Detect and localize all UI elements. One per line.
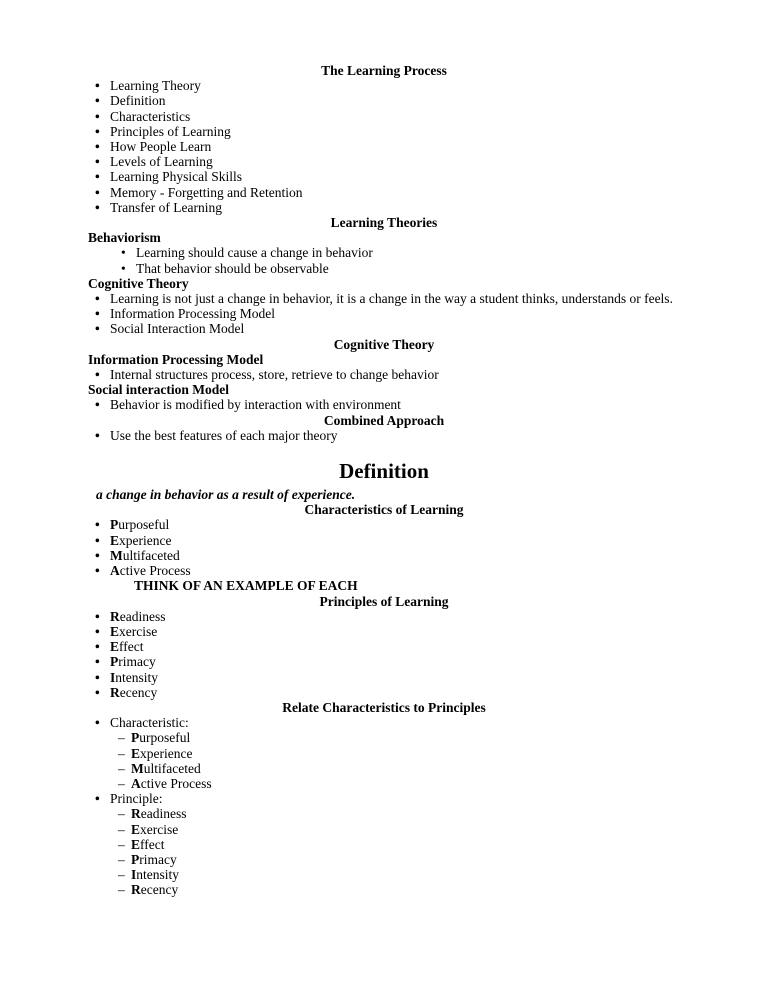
list-item-text: Multifaceted [110, 547, 180, 563]
bullet-icon: • [95, 123, 100, 139]
list-item-text: Recency [110, 684, 158, 700]
dash-icon: – [118, 775, 125, 791]
bullet-icon: • [121, 245, 126, 261]
list-item-text: Effect [131, 836, 165, 852]
bullet-icon: • [95, 367, 100, 383]
list-item-text: Levels of Learning [110, 154, 213, 170]
heading-center: Characteristics of Learning [304, 502, 464, 518]
dash-item [88, 776, 680, 791]
list-item-text: Active Process [131, 775, 212, 791]
dash-icon: – [118, 867, 125, 883]
dash-item [88, 822, 680, 837]
list-item-text: Learning Theory [110, 78, 201, 94]
list-item-text: Primacy [110, 654, 156, 670]
lead-bullet-item [88, 654, 680, 669]
bullet-item [88, 78, 680, 93]
list-item-text: Learning is not just a change in behavior, it is a change in the way a student thinks, understands or feels. [110, 291, 673, 307]
bullet-icon: • [95, 791, 100, 807]
list-item-text: Behavior is modified by interaction with environment [110, 397, 401, 413]
bullet-item [88, 124, 680, 139]
bullet-icon: • [95, 427, 100, 443]
list-item-text: Learning Physical Skills [110, 169, 242, 185]
list-item-text: That behavior should be observable [136, 260, 329, 276]
list-item-text: How People Learn [110, 139, 212, 155]
bullet-icon: • [95, 321, 100, 337]
list-item-text: Intensity [110, 669, 159, 685]
dash-icon: – [118, 760, 125, 776]
dash-icon: – [118, 806, 125, 822]
bullet-icon: • [95, 684, 100, 700]
bullet-item [88, 139, 680, 154]
bullet-item [88, 791, 680, 806]
bullet-icon: • [95, 306, 100, 322]
dash-item [88, 730, 680, 745]
list-item-text: Learning should cause a change in behavior [136, 245, 373, 261]
lead-bullet-item [88, 548, 680, 563]
list-item-text: Readiness [110, 608, 166, 624]
list-item-text: Primacy [131, 851, 177, 867]
bullet-item [88, 291, 680, 306]
bullet-icon: • [95, 93, 100, 109]
list-item-text: Definition [110, 93, 166, 109]
bullet-item [88, 154, 680, 169]
italic-subtitle: a change in behavior as a result of experience. [96, 487, 356, 503]
list-item-text: Exercise [110, 623, 158, 639]
sub-bullet-item [88, 245, 680, 260]
bullet-item [88, 367, 680, 382]
list-item-text: Memory - Forgetting and Retention [110, 184, 303, 200]
lead-bullet-item [88, 609, 680, 624]
list-item-text: Use the best features of each major theory [110, 427, 338, 443]
dash-icon: – [118, 745, 125, 761]
bullet-icon: • [95, 291, 100, 307]
list-item-text: Purposeful [110, 517, 170, 533]
dash-item [88, 882, 680, 897]
bullet-icon: • [95, 563, 100, 579]
list-item-text: Multifaceted [131, 760, 201, 776]
heading-left: Social interaction Model [88, 382, 229, 398]
bullet-icon: • [95, 517, 100, 533]
bullet-icon: • [95, 139, 100, 155]
bullet-item [88, 715, 680, 730]
list-item-text: Characteristics [110, 108, 191, 124]
lead-bullet-item [88, 563, 680, 578]
bullet-icon: • [95, 397, 100, 413]
heading-left: Cognitive Theory [88, 275, 189, 291]
bullet-icon: • [95, 623, 100, 639]
bullet-icon: • [95, 608, 100, 624]
lead-bullet-item [88, 533, 680, 548]
bullet-item [88, 428, 680, 443]
list-item-text: Recency [131, 882, 179, 898]
bullet-icon: • [95, 669, 100, 685]
heading-center: Combined Approach [323, 412, 445, 428]
list-item-text: Exercise [131, 821, 179, 837]
bullet-icon: • [95, 78, 100, 94]
bullet-icon: • [95, 715, 100, 731]
bullet-item [88, 397, 680, 412]
dash-icon: – [118, 851, 125, 867]
list-item-text: Principle: [110, 791, 163, 807]
heading-center: Learning Theories [330, 215, 438, 231]
list-item-text: Principles of Learning [110, 123, 231, 139]
lead-bullet-item [88, 639, 680, 654]
lead-bullet-item [88, 670, 680, 685]
sub-bullet-item [88, 261, 680, 276]
dash-item [88, 806, 680, 821]
bullet-icon: • [121, 260, 126, 276]
heading-left: Behaviorism [88, 230, 161, 246]
list-item-text: Active Process [110, 563, 191, 579]
bullet-item [88, 93, 680, 108]
list-item-text: Internal structures process, store, retrieve to change behavior [110, 367, 439, 383]
dash-icon: – [118, 882, 125, 898]
heading-left: Information Processing Model [88, 351, 264, 367]
bullet-icon: • [95, 654, 100, 670]
bullet-item [88, 109, 680, 124]
list-item-text: Intensity [131, 867, 180, 883]
list-item-text: Experience [110, 532, 172, 548]
bullet-icon: • [95, 184, 100, 200]
lead-bullet-item [88, 624, 680, 639]
bullet-item [88, 200, 680, 215]
bullet-icon: • [95, 639, 100, 655]
dash-item [88, 837, 680, 852]
lead-bullet-item [88, 517, 680, 532]
bullet-icon: • [95, 108, 100, 124]
dash-icon: – [118, 821, 125, 837]
dash-icon: – [118, 730, 125, 746]
big-title: Definition [339, 459, 429, 484]
list-item-text: Transfer of Learning [110, 199, 222, 215]
dash-item [88, 761, 680, 776]
heading-center: The Learning Process [321, 63, 447, 78]
list-item-text: Information Processing Model [110, 306, 275, 322]
heading-center: Principles of Learning [319, 593, 449, 609]
bullet-item [88, 185, 680, 200]
bullet-icon: • [95, 547, 100, 563]
bullet-icon: • [95, 169, 100, 185]
dash-icon: – [118, 836, 125, 852]
list-item-text: Experience [131, 745, 193, 761]
list-item-text: Effect [110, 639, 144, 655]
bullet-item [88, 169, 680, 184]
list-item-text: Readiness [131, 806, 187, 822]
dash-item [88, 867, 680, 882]
list-item-text: Purposeful [131, 730, 191, 746]
list-item-text: Social Interaction Model [110, 321, 245, 337]
heading-center: Cognitive Theory [333, 336, 435, 352]
shout-line: THINK OF AN EXAMPLE OF EACH [134, 578, 358, 594]
bullet-icon: • [95, 199, 100, 215]
lead-bullet-item [88, 685, 680, 700]
bullet-icon: • [95, 154, 100, 170]
dash-item [88, 852, 680, 867]
heading-center: Relate Characteristics to Principles [282, 699, 486, 715]
dash-item [88, 746, 680, 761]
bullet-item [88, 321, 680, 336]
list-item-text: Characteristic: [110, 715, 189, 731]
bullet-item [88, 306, 680, 321]
bullet-icon: • [95, 532, 100, 548]
